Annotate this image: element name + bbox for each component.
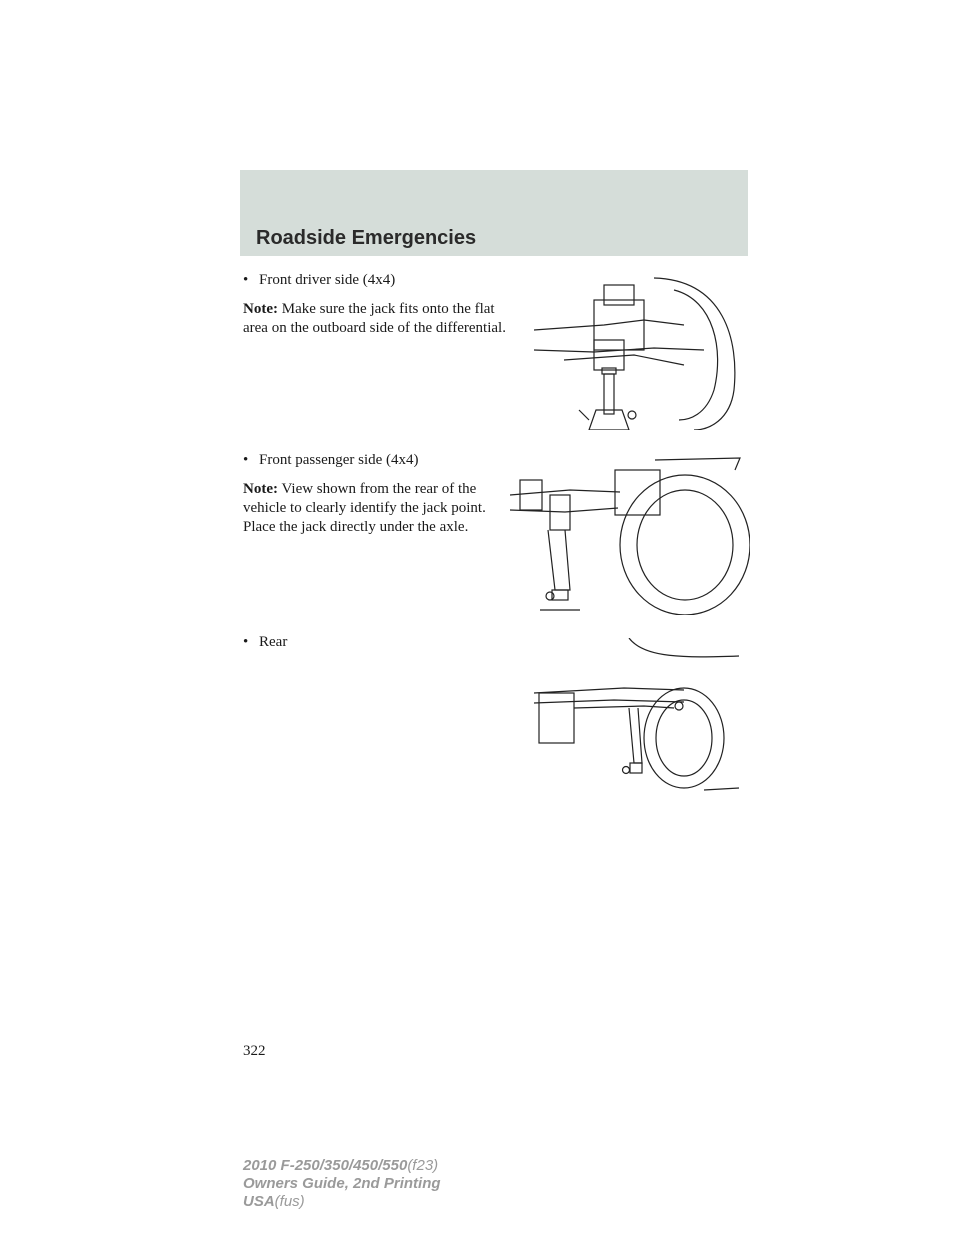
footer-line-3: USA(fus) xyxy=(243,1193,305,1210)
note-text: Make sure the jack fits onto the flat area on the outboard side of the differential. xyxy=(243,301,506,336)
list-item-rear xyxy=(243,633,508,652)
note-text: View shown from the rear of the vehicle to clearly identify the jack point. Place the jack directly under the axle. xyxy=(243,481,486,535)
item-label: Front passenger side (4x4) xyxy=(259,452,419,468)
item-label: Front driver side (4x4) xyxy=(259,272,396,288)
bullet-icon: • xyxy=(243,452,249,468)
page-number: 322 xyxy=(243,1043,266,1059)
note xyxy=(243,300,508,338)
bullet-icon: • xyxy=(243,634,249,650)
footer-line-2: Owners Guide, 2nd Printing xyxy=(243,1175,441,1192)
figure-rear-jack-point xyxy=(534,638,744,798)
section-header xyxy=(240,170,748,256)
list-item-front-driver xyxy=(243,271,508,338)
footer-line-1: 2010 F-250/350/450/550(f23) xyxy=(243,1157,439,1174)
document-footer xyxy=(243,1157,441,1211)
item-label: Rear xyxy=(259,634,288,650)
note-label: Note: xyxy=(243,301,278,317)
figure-front-driver-jack-point xyxy=(534,270,744,430)
note-label: Note: xyxy=(243,481,278,497)
section-title: Roadside Emergencies xyxy=(256,227,477,249)
note xyxy=(243,480,508,537)
list-item-front-passenger xyxy=(243,451,508,537)
bullet-icon: • xyxy=(243,272,249,288)
figure-front-passenger-jack-point xyxy=(510,450,750,615)
